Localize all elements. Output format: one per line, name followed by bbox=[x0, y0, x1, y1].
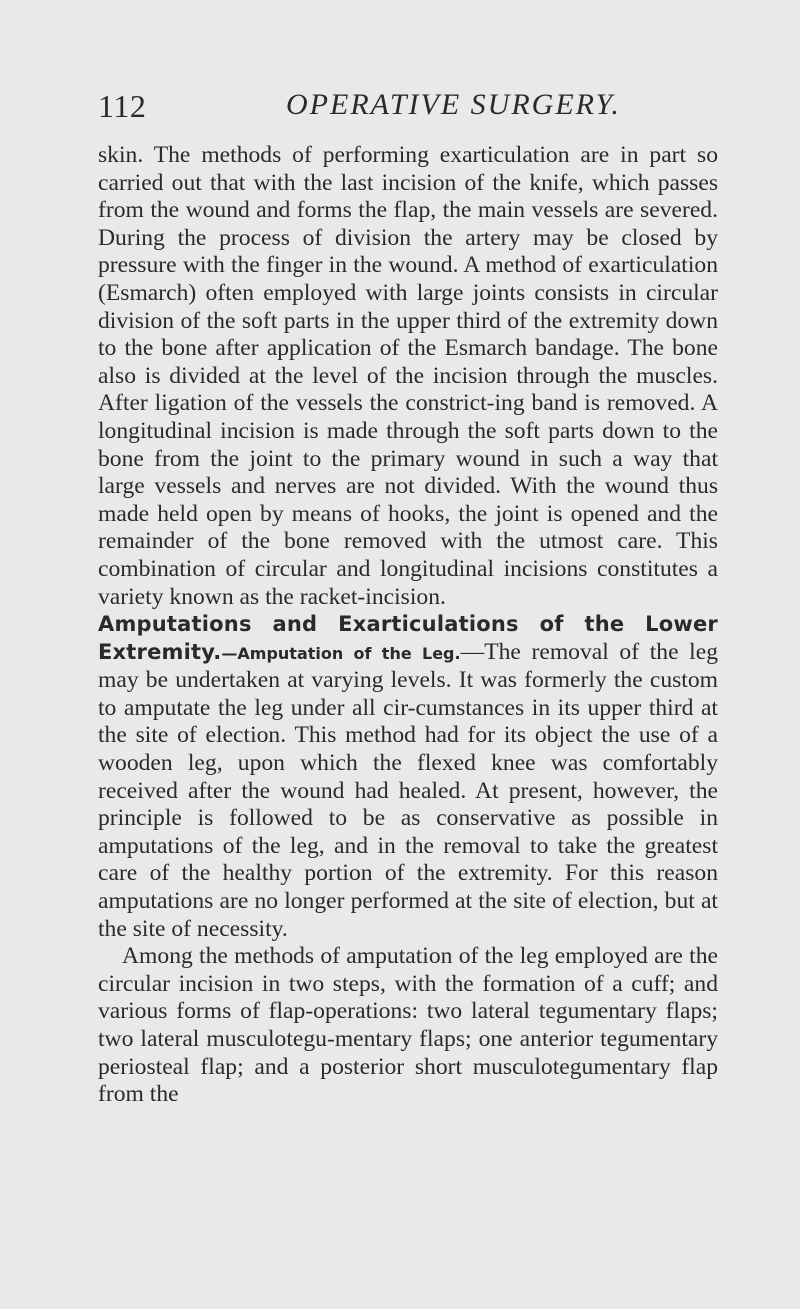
page-header bbox=[98, 88, 718, 128]
paragraph-continuation: skin. The methods of performing exarticulation are in part so carried out that with the last incision of the knife, which passes from the wound and forms the flap, the main vessels are severed. During the process of division the artery may be closed by pressure with the finger in the wound. A method of exarticulation (Esmarch) often employed with large joints consists in circular division of the soft parts in the upper third of the extremity down to the bone after application of the Esmarch bandage. The bone also is divided at the level of the incision through the muscles. After ligation of the vessels the constrict-ing band is removed. A longitudinal incision is made through the soft parts down to the bone from the joint to the primary wound in such a way that large vessels and nerves are not divided. With the wound thus made held open by means of hooks, the joint is opened and the remainder of the bone removed with the utmost care. This combination of circular and longitudinal incisions constitutes a variety known as the racket-incision. bbox=[98, 142, 718, 610]
run-in-heading: —Amputation of the Leg. bbox=[221, 643, 461, 663]
paragraph-methods: Among the methods of amputation of the leg employed are the circular incision in two steps, with the formation of a cuff; and various forms of flap-operations: two lateral tegumentary flaps; two lateral musculotegu-mentary flaps; one anterior tegumentary periosteal flap; and a posterior short musculotegumentary flap from the bbox=[98, 943, 718, 1108]
section-heading: Amputations and Exarticulations of the Lower Extremity. bbox=[98, 612, 718, 664]
body-text bbox=[98, 142, 718, 1109]
section-text: —The removal of the leg may be undertaken at varying levels. It was formerly the custom to amputate the leg under all cir-cumstances in its upper third at the site of election. This method had for its object the use of a wooden leg, upon which the flexed knee was comfortably received after the wound had healed. At present, however, the principle is followed to be as conservative as possible in amputations of the leg, and in the removal to take the greatest care of the healthy portion of the extremity. For this reason amputations are no longer performed at the site of election, but at the site of necessity. bbox=[98, 638, 718, 942]
running-head: OPERATIVE SURGERY. bbox=[286, 88, 621, 121]
page-number: 112 bbox=[98, 88, 147, 124]
section-paragraph bbox=[98, 611, 718, 943]
